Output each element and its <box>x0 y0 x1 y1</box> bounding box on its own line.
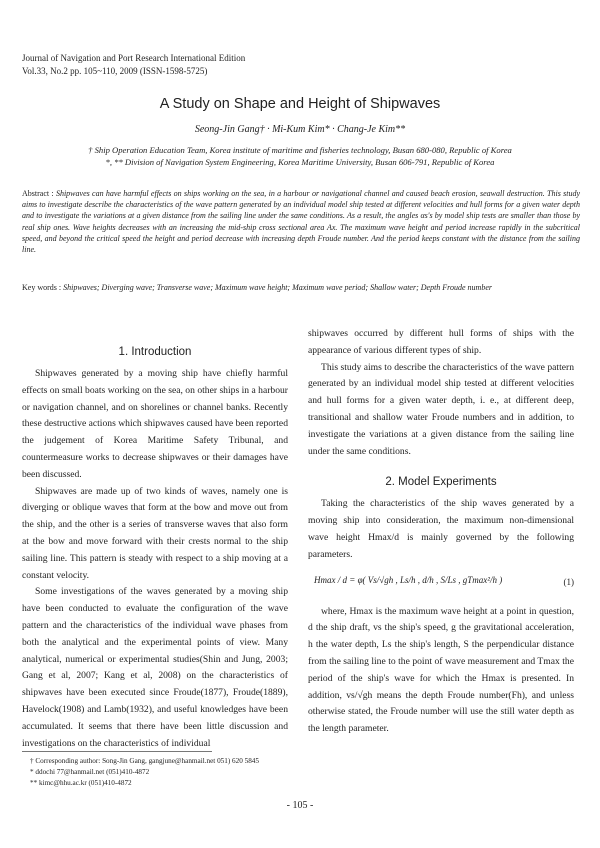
journal-name: Journal of Navigation and Port Research International Edition <box>22 53 246 63</box>
where-paragraph: where, Hmax is the maximum wave height at a point in question, d the ship draft, vs the ship's speed, g the gravitational acceleration, h the water depth, Ls the ship's length, S the perpendicular distance from the sailing line to the point of wave measurement and Tmax the period of the ship's wave for which the Hmax is presented. In addition, vs/√gh means the depth Froude number(Fh), and unless otherwise stated, the Froude number will use the still water depth as the length parameter. <box>308 605 574 735</box>
col2-paragraph-2: This study aims to describe the characteristics of the wave pattern generated by an individual model ship tested at different velocities and hull forms for a given water depth, i. e., at different deep, transitional and shallow water Froude numbers and in addition, to investigate the variations at a given distance from the sailing line under the same conditions. <box>308 361 574 457</box>
footnotes <box>30 756 259 789</box>
model-paragraph: Taking the characteristics of the ship waves generated by a moving ship into consideration, the maximum non-dimensional wave height Hmax/d is mainly governed by the following parameters. <box>308 498 574 560</box>
keywords <box>22 282 580 293</box>
abstract-text: Shipwaves can have harmful effects on ships working on the sea, in a harbour or navigational channel and caused beach erosion, seawall destruction. This study aims to investigate describe the characteristics of the wave pattern generated by an individual model ship tested at different velocities and hull forms for a given water depth and to investigate the variations at a given distance from the sailing line under the same conditions. As a result, the angles αs's by model ship tests are smaller than those by real ship ones. Wave heights decreases with an increasing the mid-ship cross sectional area Ax. The maximum wave height and period increase rapidly in the subcritical speed, and beyond the critical speed the height and period decrease with increasing depth Froude number. And the period keeps constant with the distance from the sailing line. <box>22 189 581 255</box>
col2-paragraph-1: shipwaves occurred by different hull forms of ships with the appearance of various different types of ship. <box>308 328 574 356</box>
equation-1 <box>308 564 574 604</box>
equation-text: Hmax / d = φ( Vs/√gh , Ls/h , d/h , S/Ls , gTmax²/h ) <box>314 574 503 585</box>
journal-header <box>22 52 245 78</box>
affiliation-1: † Ship Operation Education Team, Korea institute of maritime and fisheries technology, Busan 680-080, Republic of Korea <box>88 145 512 155</box>
footnote-3: ** kimc@hhu.ac.kr (051)410-4872 <box>30 779 132 787</box>
equation-number: (1) <box>563 576 574 587</box>
footnote-divider <box>22 751 212 752</box>
abstract-label: Abstract : <box>22 189 54 198</box>
footnote-2: * ddochi 77@hanmail.net (051)410-4872 <box>30 768 150 776</box>
keywords-text: Shipwaves; Diverging wave; Transverse wave; Maximum wave height; Maximum wave period; Shallow water; Depth Froude number <box>63 283 492 292</box>
journal-volume: Vol.33, No.2 pp. 105~110, 2009 (ISSN-1598-5725) <box>22 66 208 76</box>
intro-paragraph-2: Shipwaves are made up of two kinds of waves, namely one is diverging or oblique waves that form at the bow and move out from the ship, and the other is a series of transverse waves that also form at the bow and move forward with their crests normal to the ship sailing line. This pattern is steady with respect to a ship moving at a constant velocity. <box>22 485 288 581</box>
footnote-1: † Corresponding author: Song-Jin Gang, gangjune@hanmail.net 051) 620 5845 <box>30 757 259 765</box>
model-heading: 2. Model Experiments <box>385 476 497 489</box>
keywords-label: Key words : <box>22 283 62 292</box>
affiliation-2: *, ** Division of Navigation System Engineering, Korea Maritime University, Busan 606-791, Republic of Korea <box>105 157 495 167</box>
left-column <box>22 338 288 752</box>
right-column <box>308 326 574 738</box>
intro-paragraph-3: Some investigations of the waves generated by a moving ship have been conducted to evaluate the configuration of the wave pattern and the characteristics of the individual wave phases from both the analytical and the experimental points of view. Many analytical, numerical or experimental studies(Shin and Jung, 2003; Gang et al, 2007; Kang et al, 2008) on the characteristics of shipwaves have been executed since Froude(1877), Froude(1889), Havelock(1908) and Lamb(1932), and useful knowledges have been accumulated. It seems that there have been little discussion and investigations on the characteristics of individual <box>22 586 288 749</box>
paper-title: A Study on Shape and Height of Shipwaves <box>159 96 441 112</box>
abstract <box>22 188 580 255</box>
intro-paragraph-1: Shipwaves generated by a moving ship have chiefly harmful effects on small boats working on the sea, on other ships in a harbour or navigation channel, and on shorelines or channel banks. Recently these destructive actions which shipwaves caused have been reported the judgement of Korea Maritime Safety Tribunal, and countermeasure works to decrease shipwaves or their damages have been discussed. <box>22 368 288 480</box>
page-number: - 105 - <box>286 800 314 811</box>
intro-heading: 1. Introduction <box>118 346 192 358</box>
paper-authors: Seong-Jin Gang† · Mi-Kum Kim* · Chang-Je Kim** <box>194 124 406 135</box>
